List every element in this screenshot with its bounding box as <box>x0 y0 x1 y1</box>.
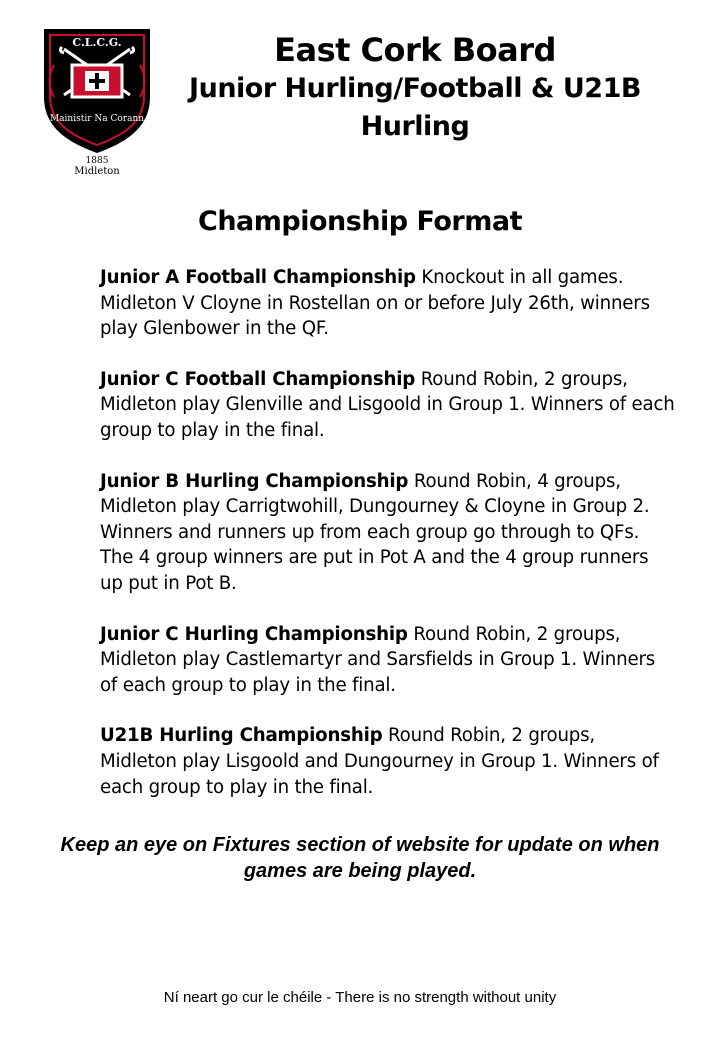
section-text: Round Robin, 2 groups, Midleton play Castlemartyr and Sarsfields in Group 1. Winners of each group to play in the final. <box>100 623 655 696</box>
footer-motto: Ní neart go cur le chéile - There is no strength without unity <box>163 989 557 1006</box>
crest-year: 1885 <box>85 156 109 166</box>
section-text: Knockout in all games. Midleton V Cloyne in Rostellan on or before July 26th, winners play Glenbower in the QF. <box>100 267 650 340</box>
section-junior-c-hurling <box>100 622 675 699</box>
crest-top-text: C.L.C.G. <box>72 36 122 49</box>
championship-list <box>100 265 675 825</box>
page-title: East Cork Board <box>274 31 556 69</box>
section-text: Round Robin, 4 groups, Midleton play Carrigtwohill, Dungourney & Cloyne in Group 2. Winners and runners up from each group go through to QFs. The 4 group winners are put in Pot A and the 4 group runners up put in Pot B. <box>100 470 650 594</box>
section-text: Round Robin, 2 groups, Midleton play Lisgoold and Dungourney in Group 1. Winners of each group to play in the final. <box>100 725 659 798</box>
section-name: Junior C Hurling Championship <box>100 623 408 645</box>
section-junior-b-hurling <box>100 469 675 597</box>
section-junior-c-football <box>100 367 675 444</box>
fixtures-note: Keep an eye on Fixtures section of website for update on when games are being played. <box>60 834 660 882</box>
section-name: Junior A Football Championship <box>100 267 416 288</box>
crest-place: Midleton <box>74 166 120 177</box>
format-heading: Championship Format <box>198 206 522 237</box>
club-crest <box>40 25 154 177</box>
page-subtitle: Junior Hurling/Football & U21B Hurling <box>189 73 641 142</box>
section-name: Junior C Football Championship <box>100 368 416 390</box>
section-u21b-hurling <box>100 723 675 800</box>
crest-shield-icon <box>40 25 154 177</box>
section-name: Junior B Hurling Championship <box>100 470 409 492</box>
section-name: U21B Hurling Championship <box>100 725 383 747</box>
section-junior-a-football <box>100 265 675 342</box>
crest-ring-text: Mainistir Na Corann <box>49 114 145 124</box>
header <box>170 30 660 146</box>
section-text: Round Robin, 2 groups, Midleton play Glenville and Lisgoold in Group 1. Winners of each group to play in the final. <box>100 368 675 441</box>
